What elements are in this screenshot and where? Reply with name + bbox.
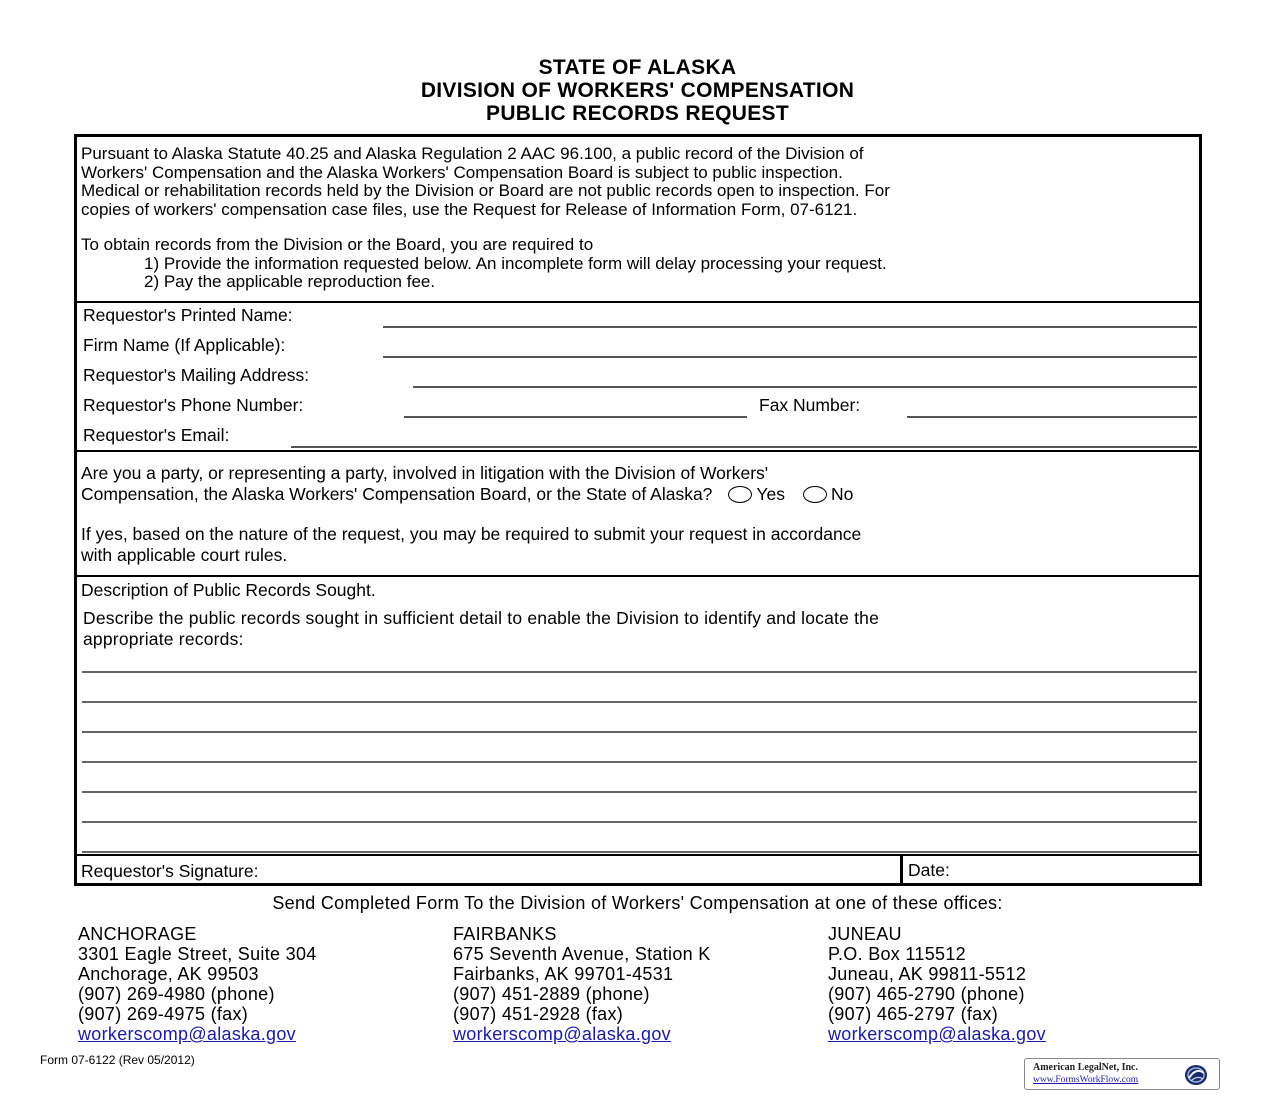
description-rule xyxy=(82,671,1197,673)
office-phone: (907) 451-2889 (phone) xyxy=(453,984,650,1004)
fax-field[interactable] xyxy=(907,416,1197,418)
form-header xyxy=(0,56,1275,125)
litigation-note-line: with applicable court rules. xyxy=(81,544,288,565)
office-street: 3301 Eagle Street, Suite 304 xyxy=(78,944,317,964)
firm-label: Firm Name (If Applicable): xyxy=(83,335,286,355)
office-fax: (907) 465-2797 (fax) xyxy=(828,1004,999,1024)
description-instructions xyxy=(83,608,1195,649)
send-instructions: Send Completed Form To the Division of Workers' Compensation at one of these offices: xyxy=(272,893,1003,913)
office-email-link[interactable]: workerscomp@alaska.gov xyxy=(828,1024,1046,1044)
office-city: FAIRBANKS xyxy=(453,924,557,944)
intro-text-line: Medical or rehabilitation records held by the Division or Board are not public records open to inspection. For xyxy=(81,181,890,200)
description-title: Description of Public Records Sought. xyxy=(81,580,376,600)
header-title: PUBLIC RECORDS REQUEST xyxy=(486,102,789,125)
globe-icon xyxy=(1183,1063,1209,1087)
form-number: Form 07-6122 (Rev 05/2012) xyxy=(40,1053,195,1067)
office-street: P.O. Box 115512 xyxy=(828,944,966,964)
name-label: Requestor's Printed Name: xyxy=(83,305,293,325)
description-instruction-line: appropriate records: xyxy=(83,628,244,649)
intro-requirements: To obtain records from the Division or the Board, you are required to xyxy=(81,235,594,254)
header-division: DIVISION OF WORKERS' COMPENSATION xyxy=(420,79,855,102)
logo-company: American LegalNet, Inc. xyxy=(1033,1062,1138,1073)
signature-label: Requestor's Signature: xyxy=(81,861,259,881)
firm-field[interactable] xyxy=(383,356,1197,358)
description-rule xyxy=(82,791,1197,793)
office-citystate: Fairbanks, AK 99701-4531 xyxy=(453,964,674,984)
description-rule xyxy=(82,851,1197,853)
requirement-item-2: 2) Pay the applicable reproduction fee. xyxy=(144,272,436,291)
office-citystate: Anchorage, AK 99503 xyxy=(78,964,259,984)
signature-field[interactable] xyxy=(77,856,900,886)
date-field[interactable] xyxy=(903,856,1199,886)
divider xyxy=(77,575,1199,577)
office-citystate: Juneau, AK 99811-5512 xyxy=(828,964,1027,984)
office-fairbanks xyxy=(453,924,711,1044)
litigation-question-line: Compensation, the Alaska Workers' Compensation Board, or the State of Alaska? xyxy=(81,483,713,504)
no-radio[interactable] xyxy=(803,486,827,503)
description-rule xyxy=(82,731,1197,733)
address-field[interactable] xyxy=(413,386,1197,388)
office-email-link[interactable]: workerscomp@alaska.gov xyxy=(453,1024,671,1044)
office-juneau xyxy=(828,924,1046,1044)
publisher-logo[interactable] xyxy=(1024,1058,1220,1090)
logo-url[interactable]: www.FormsWorkFlow.com xyxy=(1033,1075,1139,1085)
office-anchorage xyxy=(78,924,317,1044)
litigation-question-line: Are you a party, or representing a party, involved in litigation with the Division of Workers' xyxy=(81,463,769,483)
office-fax: (907) 269-4975 (fax) xyxy=(78,1004,249,1024)
no-label: No xyxy=(830,483,854,504)
intro-text-line: Pursuant to Alaska Statute 40.25 and Alaska Regulation 2 AAC 96.100, a public record of the Division of xyxy=(81,144,864,163)
yes-label: Yes xyxy=(756,483,785,504)
intro-text-line: Workers' Compensation and the Alaska Workers' Compensation Board is subject to public inspection. xyxy=(81,162,843,182)
description-field[interactable] xyxy=(82,647,1197,855)
yes-radio[interactable] xyxy=(728,486,752,503)
office-street: 675 Seventh Avenue, Station K xyxy=(453,944,711,964)
form-box xyxy=(74,134,1202,886)
intro-section xyxy=(77,137,1199,301)
phone-field[interactable] xyxy=(404,416,747,418)
description-rule xyxy=(82,821,1197,823)
email-field[interactable] xyxy=(291,446,1197,448)
requirement-item-1: 1) Provide the information requested below. An incomplete form will delay processing your request. xyxy=(144,253,887,273)
office-email-link[interactable]: workerscomp@alaska.gov xyxy=(78,1024,296,1044)
divider xyxy=(77,301,1199,303)
litigation-section xyxy=(77,463,1199,565)
phone-label: Requestor's Phone Number: xyxy=(83,395,304,415)
office-city: JUNEAU xyxy=(828,924,902,944)
fax-label: Fax Number: xyxy=(759,395,861,415)
office-phone: (907) 269-4980 (phone) xyxy=(78,984,275,1004)
description-rule xyxy=(82,761,1197,763)
description-instruction-line: Describe the public records sought in sufficient detail to enable the Division to identify and locate the xyxy=(83,608,879,628)
address-label: Requestor's Mailing Address: xyxy=(83,365,310,385)
description-rule xyxy=(82,701,1197,703)
litigation-note-line: If yes, based on the nature of the request, you may be required to submit your request in accordance xyxy=(81,524,862,544)
office-phone: (907) 465-2790 (phone) xyxy=(828,984,1025,1004)
name-field[interactable] xyxy=(383,326,1197,328)
intro-text-line: copies of workers' compensation case files, use the Request for Release of Information Form, 07-6121. xyxy=(81,199,858,219)
office-fax: (907) 451-2928 (fax) xyxy=(453,1004,624,1024)
office-city: ANCHORAGE xyxy=(78,924,197,944)
divider xyxy=(77,450,1199,452)
email-label: Requestor's Email: xyxy=(83,425,230,445)
date-label: Date: xyxy=(908,860,950,880)
header-state: STATE OF ALASKA xyxy=(538,56,737,79)
